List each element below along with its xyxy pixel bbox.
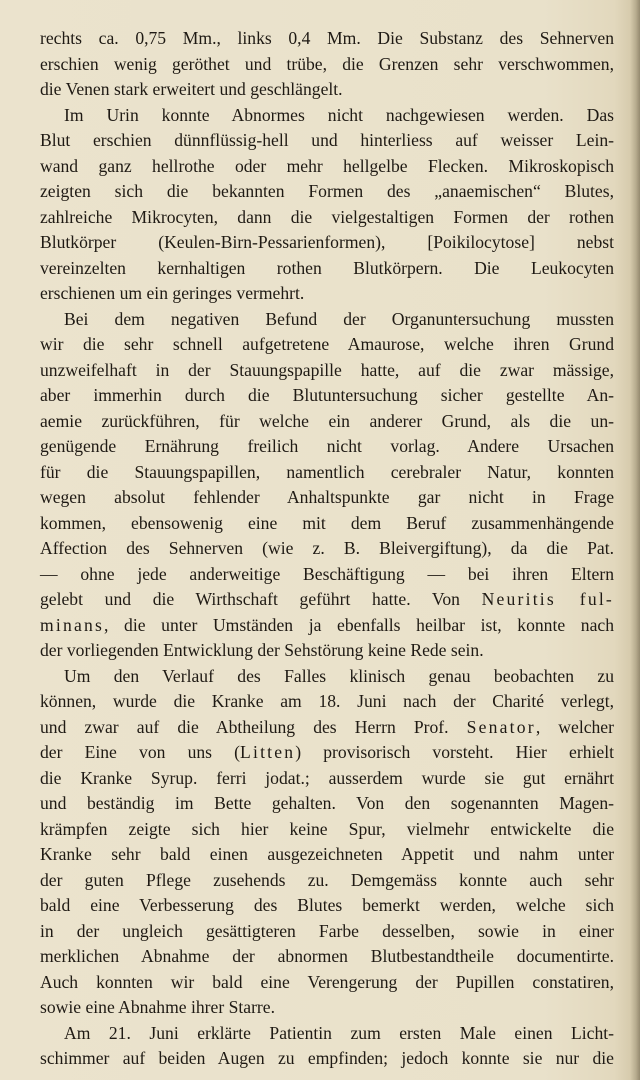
text-line: die Kranke Syrup. ferri jodat.; ausserdem wurde sie gut ernährt <box>40 767 614 788</box>
text-line: wand ganz hellrothe oder mehr hellgelbe Flecken. Mikroskopisch <box>40 155 614 176</box>
text-line: der guten Pflege zusehends zu. Demgemäss konnte auch sehr <box>40 869 614 890</box>
text-line: aemie zurückführen, für welche ein anderer Grund, als die un- <box>40 410 614 431</box>
text-line: genügende Ernährung freilich nicht vorlag. Andere Ursachen <box>40 436 614 456</box>
spaced-name: Litten <box>240 742 296 762</box>
text-segment: ) provisorisch vorsteht. Hier erhielt <box>295 742 614 762</box>
text-segment: , die unter Umständen ja ebenfalls heilbar ist, konnte nach <box>104 614 614 635</box>
text-line: erschien wenig geröthet und trübe, die Grenzen sehr verschwommen, <box>40 53 614 74</box>
text-line: unzweifelhaft in der Stauungspapille hatte, auf die zwar mässige, <box>40 359 614 380</box>
text-line: wir die sehr schnell aufgetretene Amaurose, welche ihren Grund <box>40 334 614 354</box>
text-line <box>40 740 614 766</box>
text-line: Kranke sehr bald einen ausgezeichneten Appetit und nahm unter <box>40 844 614 864</box>
text-line: Am 21. Juni erklärte Patientin zum ersten Male einen Licht- <box>64 1022 614 1043</box>
text-line: Bei dem negativen Befund der Organuntersuchung mussten <box>64 308 614 329</box>
text-line: die Venen stark erweitert und geschlängelt. <box>40 79 343 99</box>
text-line <box>40 587 614 613</box>
text-line: Blutkörper (Keulen-Birn-Pessarienformen), [Poikilocytose] nebst <box>40 232 614 252</box>
text-line: zeigten sich die bekannten Formen des „anaemischen“ Blutes, <box>40 181 614 201</box>
text-line: wegen absolut fehlender Anhaltspunkte gar nicht in Frage <box>40 487 614 507</box>
text-line: vereinzelten kernhaltigen rothen Blutkörpern. Die Leukocyten <box>40 257 614 278</box>
text-segment: und zwar auf die Abtheilung des Herrn Prof. <box>40 716 449 737</box>
body-text <box>40 26 614 1072</box>
text-line: für die Stauungspapillen, namentlich cerebraler Natur, konnten <box>40 461 614 482</box>
text-line: können, wurde die Kranke am 18. Juni nach der Charité verlegt, <box>40 691 614 711</box>
text-line: Auch konnten wir bald eine Verengerung der Pupillen constatiren, <box>40 971 614 992</box>
text-line: Blut erschien dünnflüssig-hell und hinterliess auf weisser Lein- <box>40 130 614 150</box>
spaced-term: Neuritis ful- <box>481 589 614 609</box>
spaced-term: minans <box>40 614 105 635</box>
text-line: erschienen um ein geringes vermehrt. <box>40 283 305 303</box>
text-line: krämpfen zeigte sich hier keine Spur, vielmehr entwickelte die <box>40 818 614 839</box>
text-line <box>40 613 614 639</box>
text-line: Um den Verlauf des Falles klinisch genau beobachten zu <box>64 665 614 686</box>
text-line: Im Urin konnte Abnormes nicht nachgewiesen werden. Das <box>64 104 614 125</box>
text-line: kommen, ebensowenig eine mit dem Beruf zusammenhängende <box>40 512 614 533</box>
page-edge-shadow <box>630 0 640 1080</box>
text-line: sowie eine Abnahme ihrer Starre. <box>40 997 275 1017</box>
text-segment: , welcher <box>535 716 614 737</box>
text-segment: der Eine von uns ( <box>40 742 241 762</box>
text-line: zahlreiche Mikrocyten, dann die vielgestaltigen Formen der rothen <box>40 206 614 227</box>
text-line: bald eine Verbesserung des Blutes bemerkt werden, welche sich <box>40 895 614 915</box>
text-line: der vorliegenden Entwicklung der Sehstörung keine Rede sein. <box>40 640 484 660</box>
text-segment: gelebt und die Wirthschaft geführt hatte. Von <box>40 589 460 609</box>
text-line: merklichen Abnahme der abnormen Blutbestandtheile documentirte. <box>40 946 614 966</box>
text-line <box>40 715 614 741</box>
text-line: in der ungleich gesättigteren Farbe desselben, sowie in einer <box>40 920 614 941</box>
text-line: — ohne jede anderweitige Beschäftigung — bei ihren Eltern <box>40 563 614 584</box>
text-line: schimmer auf beiden Augen zu empfinden; jedoch konnte sie nur die <box>40 1048 614 1068</box>
text-line: rechts ca. 0,75 Mm., links 0,4 Mm. Die Substanz des Sehnerven <box>40 28 614 48</box>
spaced-name: Senator <box>466 716 536 737</box>
text-line: und beständig im Bette gehalten. Von den sogenannten Magen- <box>40 793 614 813</box>
text-line: Affection des Sehnerven (wie z. B. Bleivergiftung), da die Pat. <box>40 538 614 558</box>
text-line: aber immerhin durch die Blutuntersuchung sicher gestellte An- <box>40 385 614 405</box>
